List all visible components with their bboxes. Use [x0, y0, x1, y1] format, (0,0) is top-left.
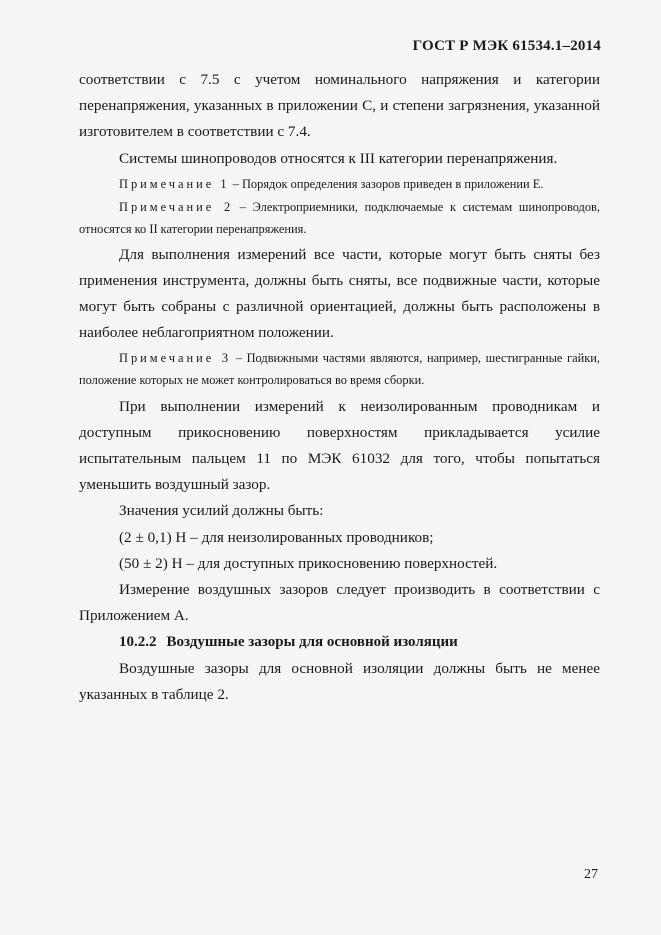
document-body: [79, 67, 600, 708]
note-3: [79, 347, 600, 391]
note-2-text: – Электроприемники, подключаемые к системам шинопроводов, относятся ко II категории перенапряжения.: [79, 199, 600, 236]
note-1-text: – Порядок определения зазоров приведен в приложении Е.: [229, 176, 544, 191]
standard-header: ГОСТ Р МЭК 61534.1–2014: [412, 38, 601, 54]
force-item-accessible-surfaces: (50 ± 2) Н – для доступных прикосновению поверхностей.: [119, 554, 498, 572]
note-3-label: Примечание 3: [119, 350, 232, 365]
section-title: Воздушные зазоры для основной изоляции: [166, 634, 458, 651]
section-number: 10.2.2: [119, 634, 157, 651]
section-heading: [79, 629, 600, 655]
paragraph-continuation: соответствии с 7.5 с учетом номинального напряжения и категории перенапряжения, указанных в приложении С, и степени загрязнения, указанной изготовителем в соответствии с 7.4.: [79, 71, 600, 141]
note-2-label: Примечание 2: [119, 199, 234, 214]
paragraph-test-finger: При выполнении измерений к неизолированным проводникам и доступным прикосновению поверхностям прикладывается усилие испытательным пальцем 11 по МЭК 61032 для того, чтобы попытаться уменьшить воздушный зазор.: [79, 397, 600, 494]
note-3-text: – Подвижными частями являются, например, шестигранные гайки, положение которых не может контролироваться во время сборки.: [79, 350, 601, 387]
paragraph-annex-a: Измерение воздушных зазоров следует производить в соответствии с Приложением А.: [79, 581, 600, 625]
note-1-label: Примечание 1: [119, 176, 230, 191]
paragraph-force-values: Значения усилий должны быть:: [119, 502, 324, 520]
paragraph-overvoltage-category: Системы шинопроводов относятся к III категории перенапряжения.: [119, 149, 558, 167]
note-1: [79, 172, 600, 196]
force-item-bare-conductors: (2 ± 0,1) Н – для неизолированных проводников;: [119, 528, 434, 546]
page-number: 27: [584, 867, 598, 882]
paragraph-measurement-parts: Для выполнения измерений все части, которые могут быть сняты без применения инструмента, должны быть сняты, все подвижные части, которые могут быть собраны с различной ориентацией, должны быть расположены в наиболее неблагоприятном положении.: [79, 245, 600, 342]
paragraph-table-2-reference: Воздушные зазоры для основной изоляции должны быть не менее указанных в таблице 2.: [79, 659, 600, 703]
note-2: [79, 196, 600, 240]
